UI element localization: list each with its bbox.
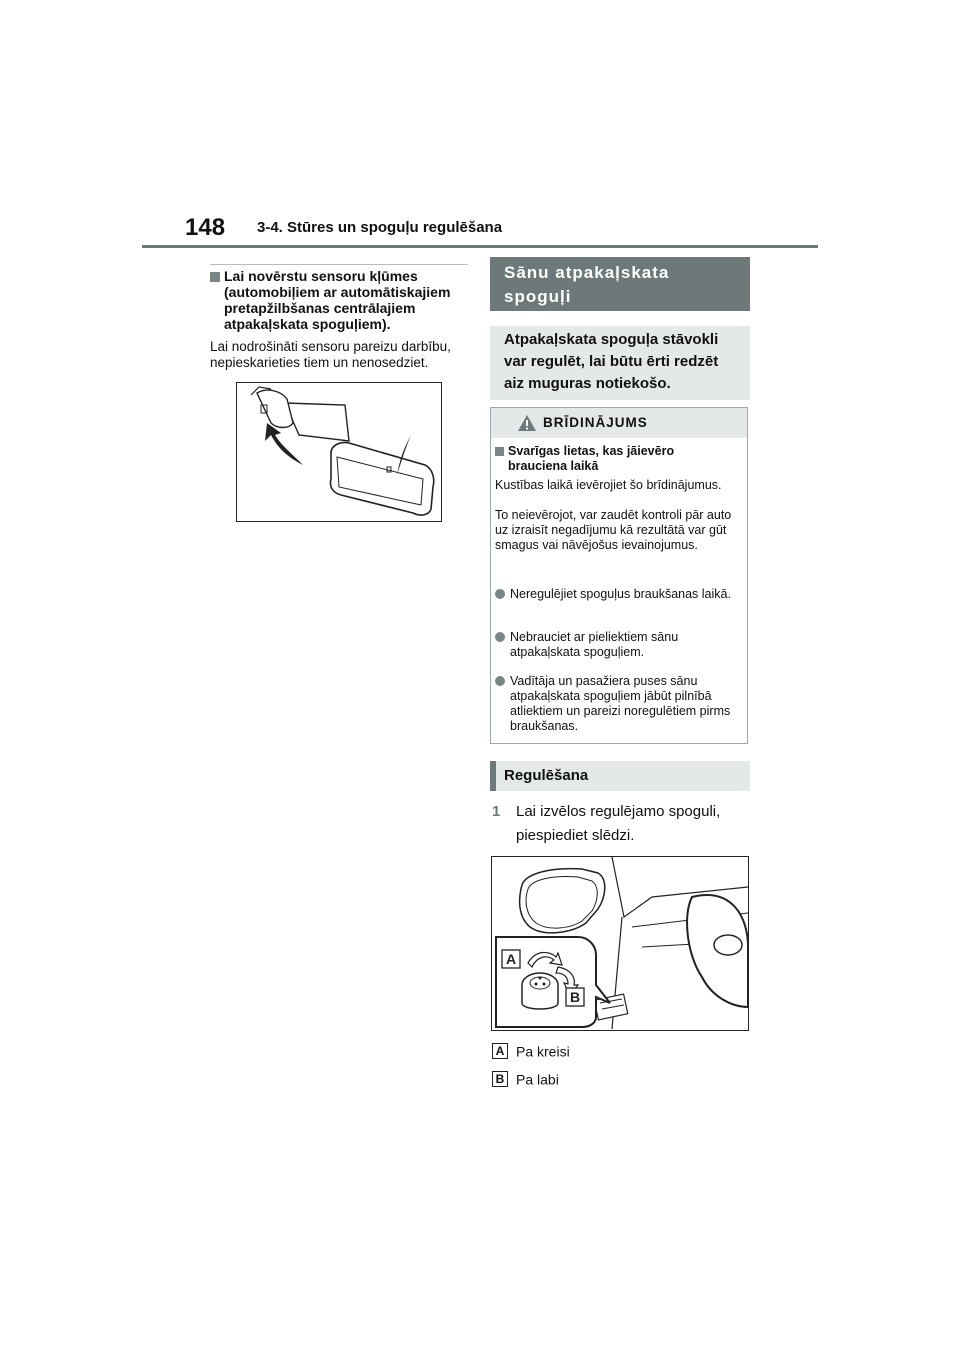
step-number: 1 — [492, 803, 501, 820]
bullet-dot-icon — [495, 632, 505, 642]
square-bullet-icon — [210, 272, 220, 282]
warning-item-text: Vadītāja un pasažiera puses sānu atpakaļskata spoguļiem jābūt pilnībā atliektiem un pareizi noregulētiem pirms braukšanas. — [510, 674, 731, 733]
warning-item-text: Neregulējiet spoguļus braukšanas laikā. — [510, 587, 731, 601]
sensor-heading — [210, 268, 470, 332]
warning-triangle-icon — [517, 414, 537, 432]
warning-item — [495, 674, 735, 734]
warning-subheading — [495, 444, 735, 474]
bullet-dot-icon — [495, 589, 505, 599]
warning-paragraph: Kustības laikā ievērojiet šo brīdinājumus. — [495, 478, 722, 492]
step-text: Lai izvēlos regulējamo spoguli, piespiediet slēdzi. — [516, 803, 721, 844]
warning-subheading-text: Svarīgas lietas, kas jāievēro brauciena laikā — [508, 444, 675, 473]
legend-text: Pa kreisi — [516, 1043, 570, 1060]
legend-item-b — [492, 1069, 559, 1088]
legend-key: A — [492, 1043, 508, 1059]
warning-box — [490, 407, 748, 744]
sensor-body: Lai nodrošināti sensoru pareizu darbību, nepieskarieties tiem un nenosedziet. — [210, 339, 451, 370]
warning-header — [491, 408, 747, 438]
legend-text: Pa labi — [516, 1071, 559, 1088]
side-mirrors-heading: Sānu atpakaļskata spoguļi — [490, 257, 750, 311]
step-1 — [492, 800, 750, 848]
rearview-mirror-sensor-icon — [237, 383, 441, 521]
page-number: 148 — [185, 214, 226, 241]
warning-paragraph: To neievērojot, var zaudēt kontroli pār auto uz izraisīt negadījumu kā rezultātā var gūt smagus vai nāvējošus ievainojumus. — [495, 508, 732, 552]
divider — [210, 264, 468, 265]
sensor-heading-text: Lai novērstu sensoru kļūmes (automobiļiem ar automātiskajiem pretapžilbšanas centrālajiem atpakaļskata spoguļiem). — [224, 268, 451, 332]
bullet-dot-icon — [495, 676, 505, 686]
square-bullet-icon — [495, 447, 504, 456]
warning-item — [495, 630, 735, 660]
warning-item — [495, 587, 735, 602]
intro-text: Atpakaļskata spoguļa stāvokli var regulēt, lai būtu ērti redzēt aiz muguras notiekošo. — [490, 326, 750, 400]
mirror-switch-icon — [492, 857, 748, 1030]
rearview-mirror-figure — [236, 382, 442, 522]
label-a: A — [505, 951, 517, 967]
adjustment-heading: Regulēšana — [490, 761, 750, 791]
label-b: B — [569, 989, 581, 1005]
warning-title: BRĪDINĀJUMS — [543, 415, 648, 430]
legend-key: B — [492, 1071, 508, 1087]
legend-item-a — [492, 1041, 570, 1060]
section-title: 3-4. Stūres un spoguļu regulēšana — [257, 219, 503, 236]
warning-item-text: Nebrauciet ar pieliektiem sānu atpakaļskata spoguļiem. — [510, 630, 679, 659]
header-rule — [142, 245, 818, 248]
mirror-switch-figure — [491, 856, 749, 1031]
